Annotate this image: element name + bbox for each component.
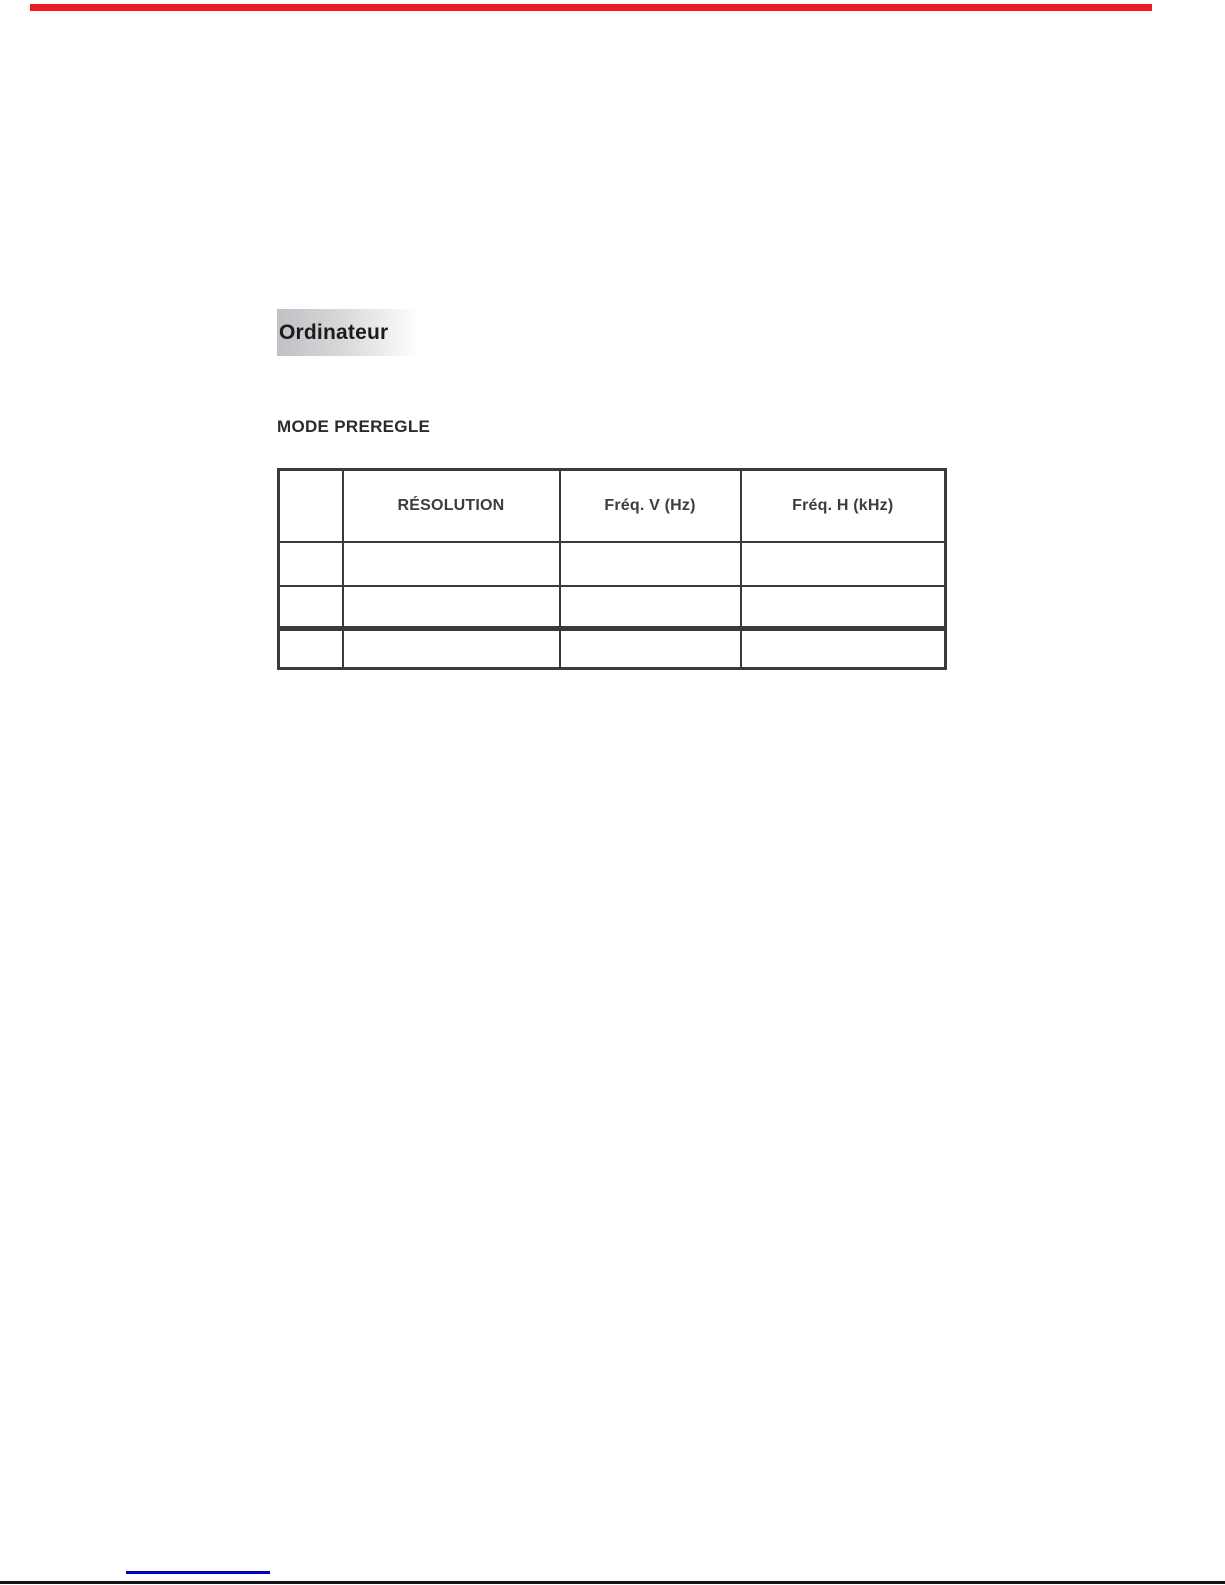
table-cell (343, 542, 560, 586)
table-row (279, 586, 946, 629)
table-cell (741, 542, 946, 586)
header-cell-blank (279, 470, 343, 543)
top-red-rule (30, 4, 1152, 11)
table-row (279, 542, 946, 586)
manualslib-link-underline[interactable] (126, 1571, 270, 1574)
table-header-row (279, 470, 946, 543)
preset-mode-table-grid (277, 468, 947, 670)
header-cell-resolution: RÉSOLUTION (343, 470, 560, 543)
mode-preregle-heading: MODE PREREGLE (277, 417, 431, 436)
table-cell (279, 586, 343, 629)
table-cell (343, 586, 560, 629)
table-row (279, 629, 946, 669)
table-cell (741, 586, 946, 629)
header-cell-freq-v: Fréq. V (Hz) (560, 470, 741, 543)
section-tab-label: Ordinateur (279, 320, 389, 344)
page-bottom-rule (0, 1581, 1225, 1584)
table-cell (279, 629, 343, 669)
table-cell (279, 542, 343, 586)
section-tab-ordinateur (277, 309, 427, 356)
table-cell (741, 629, 946, 669)
table-cell (560, 629, 741, 669)
table-cell (560, 542, 741, 586)
table-cell (560, 586, 741, 629)
preset-mode-table (277, 468, 947, 670)
header-cell-freq-h: Fréq. H (kHz) (741, 470, 946, 543)
table-cell (343, 629, 560, 669)
